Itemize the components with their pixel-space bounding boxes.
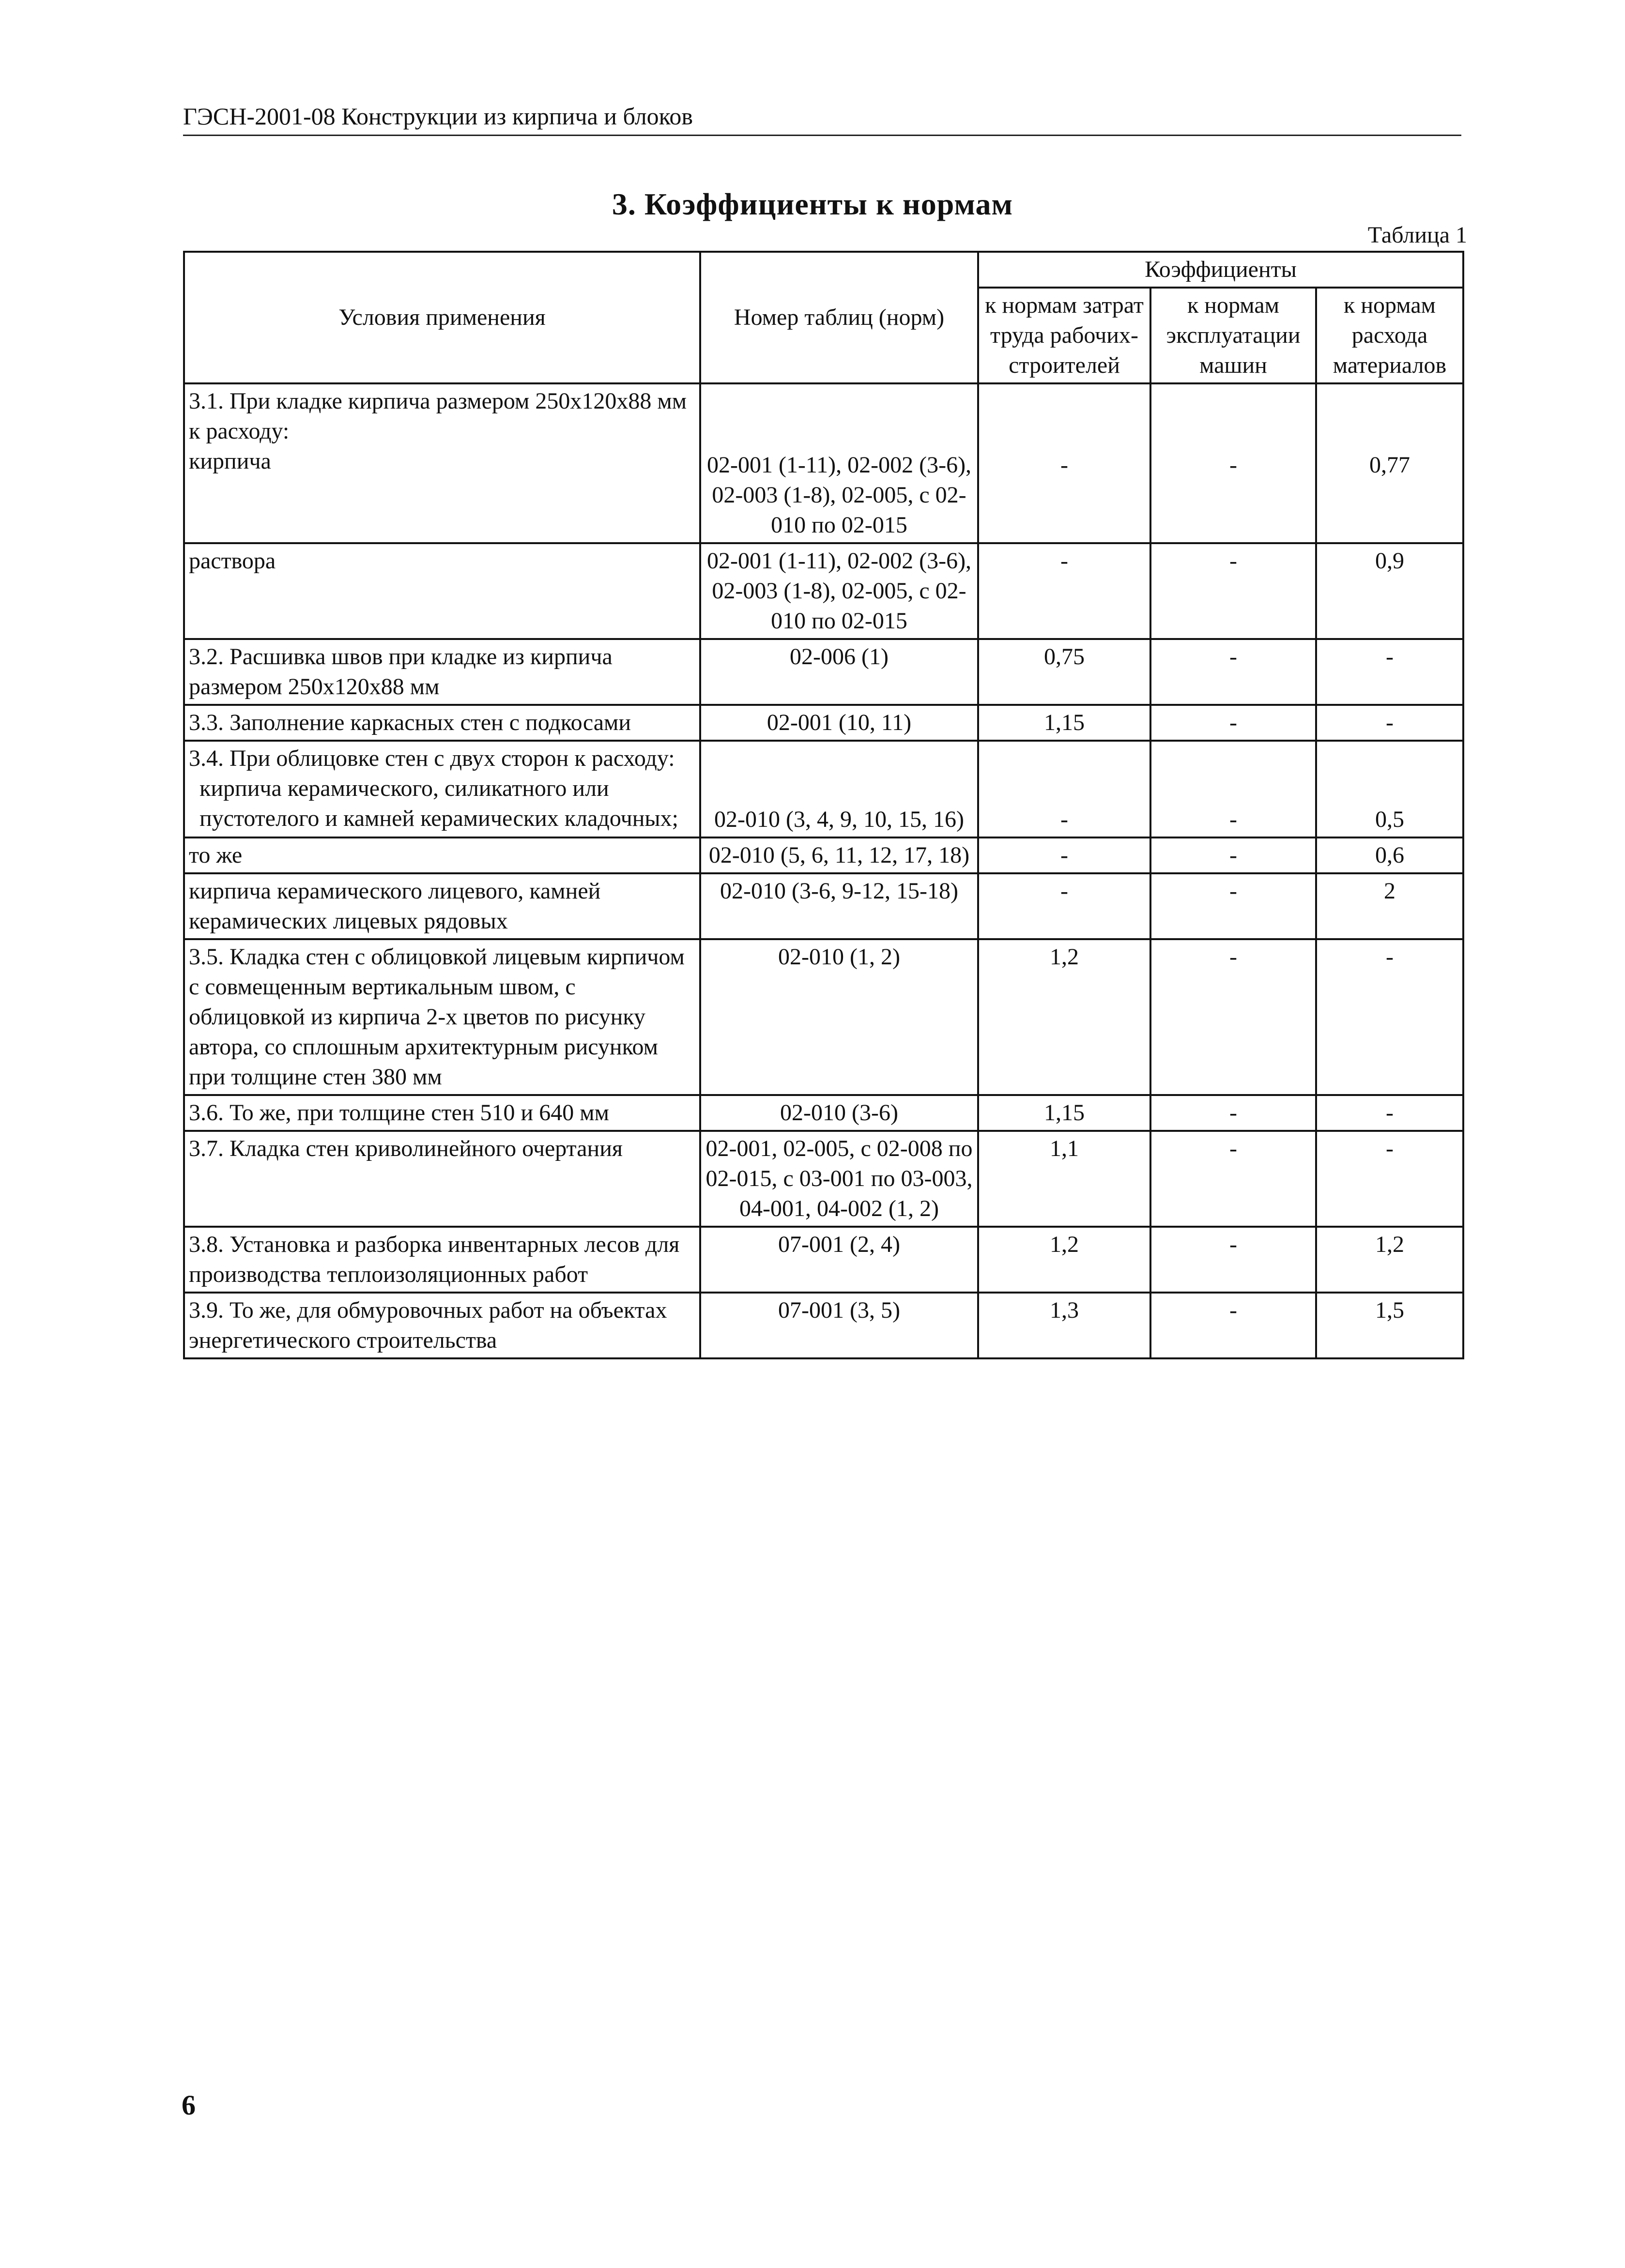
cell-labor: - — [978, 873, 1150, 939]
col-header-machines: к нормам эксплуатации машин — [1150, 288, 1316, 383]
cell-table-numbers: 02-010 (3, 4, 9, 10, 15, 16) — [700, 741, 978, 837]
condition-subitem: кирпича керамического, силикатного или пустотелого и камней керамических кладочных; — [199, 776, 678, 831]
cell-materials: - — [1316, 1131, 1463, 1227]
cell-condition: 3.9. То же, для обмуровочных работ на объектах энергетического строительства — [184, 1293, 700, 1358]
cell-machines: - — [1150, 873, 1316, 939]
cell-labor: - — [978, 383, 1150, 543]
cell-condition: раствора — [184, 543, 700, 639]
table-row — [184, 383, 1463, 543]
cell-materials: - — [1316, 705, 1463, 741]
cell-machines: - — [1150, 1227, 1316, 1293]
cell-labor: 1,2 — [978, 1227, 1150, 1293]
cell-table-numbers: 02-010 (1, 2) — [700, 939, 978, 1095]
cell-materials: 2 — [1316, 873, 1463, 939]
cell-labor: 1,15 — [978, 1095, 1150, 1131]
cell-materials: 1,2 — [1316, 1227, 1463, 1293]
cell-condition — [184, 383, 700, 543]
cell-table-numbers: 02-010 (3-6, 9-12, 15-18) — [700, 873, 978, 939]
table-row — [184, 939, 1463, 1095]
condition-heading: 3.4. При облицовке стен с двух сторон к расходу: — [189, 746, 675, 771]
cell-table-numbers: 02-001 (1-11), 02-002 (3-6), 02-003 (1-8), 02-005, с 02-010 по 02-015 — [700, 543, 978, 639]
cell-condition: 3.8. Установка и разборка инвентарных лесов для производства теплоизоляционных работ — [184, 1227, 700, 1293]
cell-materials: 0,5 — [1316, 741, 1463, 837]
table-row — [184, 1095, 1463, 1131]
cell-materials: - — [1316, 1095, 1463, 1131]
col-header-table-numbers: Номер таблиц (норм) — [700, 252, 978, 383]
cell-labor: 1,3 — [978, 1293, 1150, 1358]
cell-condition: то же — [184, 837, 700, 873]
cell-machines: - — [1150, 939, 1316, 1095]
cell-labor: 0,75 — [978, 639, 1150, 705]
col-header-materials: к нормам расхода материалов — [1316, 288, 1463, 383]
cell-labor: - — [978, 741, 1150, 837]
col-header-conditions: Условия применения — [184, 252, 700, 383]
cell-materials: - — [1316, 639, 1463, 705]
table-row — [184, 1293, 1463, 1358]
document-header: ГЭСН-2001-08 Конструкции из кирпича и блоков — [183, 102, 1461, 136]
cell-machines: - — [1150, 639, 1316, 705]
cell-machines: - — [1150, 1095, 1316, 1131]
cell-table-numbers: 02-001 (1-11), 02-002 (3-6), 02-003 (1-8), 02-005, с 02-010 по 02-015 — [700, 383, 978, 543]
cell-condition — [184, 741, 700, 837]
table-row — [184, 543, 1463, 639]
cell-table-numbers: 02-010 (3-6) — [700, 1095, 978, 1131]
cell-machines: - — [1150, 837, 1316, 873]
cell-machines: - — [1150, 705, 1316, 741]
cell-condition: 3.2. Расшивка швов при кладке из кирпича размером 250х120х88 мм — [184, 639, 700, 705]
section-title: 3. Коэффициенты к нормам — [612, 187, 1013, 221]
cell-condition: 3.3. Заполнение каркасных стен с подкосами — [184, 705, 700, 741]
cell-machines: - — [1150, 1293, 1316, 1358]
cell-table-numbers: 02-001, 02-005, с 02-008 по 02-015, с 03-001 по 03-003, 04-001, 04-002 (1, 2) — [700, 1131, 978, 1227]
cell-materials: 1,5 — [1316, 1293, 1463, 1358]
cell-condition: 3.5. Кладка стен с облицовкой лицевым кирпичом с совмещенным вертикальным швом, с облицовкой из кирпича 2-х цветов по рисунку автора, со сплошным архитектурным рисунком при толщине стен 380 мм — [184, 939, 700, 1095]
cell-labor: 1,15 — [978, 705, 1150, 741]
coefficients-table — [183, 251, 1464, 1359]
table-row — [184, 741, 1463, 837]
cell-materials: 0,6 — [1316, 837, 1463, 873]
cell-materials: 0,9 — [1316, 543, 1463, 639]
cell-machines: - — [1150, 543, 1316, 639]
cell-table-numbers: 07-001 (3, 5) — [700, 1293, 978, 1358]
table-header-row — [184, 252, 1463, 288]
condition-heading: 3.1. При кладке кирпича размером 250х120х88 мм к расходу: — [189, 388, 687, 444]
page-number: 6 — [182, 2089, 196, 2121]
cell-labor: - — [978, 543, 1150, 639]
cell-machines: - — [1150, 383, 1316, 543]
cell-condition: кирпича керамического лицевого, камней керамических лицевых рядовых — [184, 873, 700, 939]
cell-table-numbers: 02-006 (1) — [700, 639, 978, 705]
cell-condition: 3.6. То же, при толщине стен 510 и 640 мм — [184, 1095, 700, 1131]
col-header-labor: к нормам затрат труда рабочих-строителей — [978, 288, 1150, 383]
cell-condition: 3.7. Кладка стен криволинейного очертания — [184, 1131, 700, 1227]
cell-labor: 1,2 — [978, 939, 1150, 1095]
cell-table-numbers: 07-001 (2, 4) — [700, 1227, 978, 1293]
cell-table-numbers: 02-010 (5, 6, 11, 12, 17, 18) — [700, 837, 978, 873]
table-label: Таблица 1 — [1367, 222, 1467, 248]
cell-materials: - — [1316, 939, 1463, 1095]
table-row — [184, 639, 1463, 705]
col-header-coefficients: Коэффициенты — [978, 252, 1463, 288]
table-row — [184, 837, 1463, 873]
cell-labor: 1,1 — [978, 1131, 1150, 1227]
cell-machines: - — [1150, 741, 1316, 837]
table-row — [184, 1131, 1463, 1227]
table-row — [184, 705, 1463, 741]
condition-subitem: кирпича — [189, 448, 271, 474]
table-row — [184, 1227, 1463, 1293]
cell-table-numbers: 02-001 (10, 11) — [700, 705, 978, 741]
cell-materials: 0,77 — [1316, 383, 1463, 543]
cell-machines: - — [1150, 1131, 1316, 1227]
table-row — [184, 873, 1463, 939]
cell-labor: - — [978, 837, 1150, 873]
